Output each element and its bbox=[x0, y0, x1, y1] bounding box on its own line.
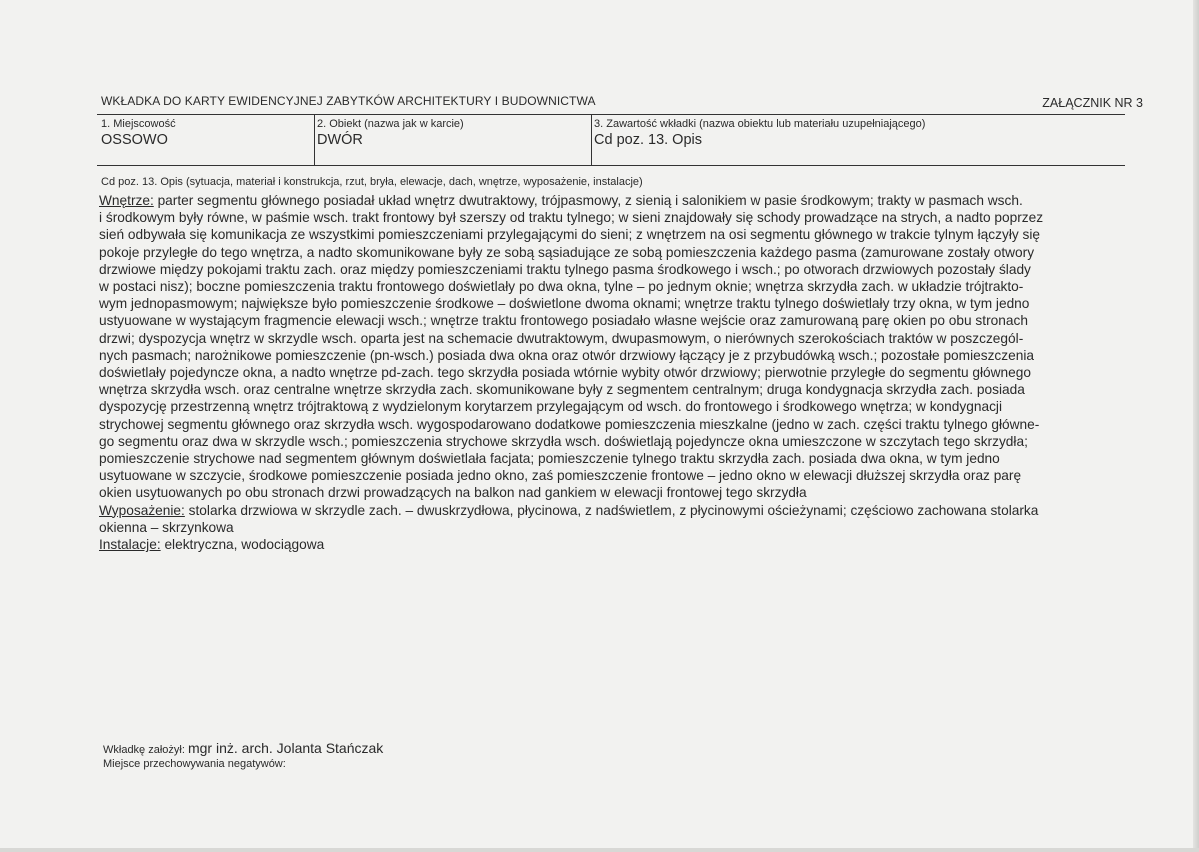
object-value: DWÓR bbox=[317, 132, 363, 148]
prepared-by bbox=[103, 740, 383, 756]
description-line-text: parter segmentu głównego posiadał układ wnętrz dwutraktowy, trójpasmowy, z sienią i salonikiem w pasie środkowym; trakty w pasmach wsch. bbox=[153, 193, 1023, 208]
negatives-location-label: Miejsce przechowywania negatywów: bbox=[103, 758, 286, 770]
description-line: strychowej segmentu głównego oraz skrzydła wsch. wygospodarowano dodatkowe pomieszczenia mieszkalne (jedno w zach. części traktu tylnego główne- bbox=[99, 416, 1040, 432]
equipment-heading: Wyposażenie: bbox=[99, 502, 185, 518]
table-divider-1 bbox=[314, 115, 315, 165]
description-line: nych pasmach; narożnikowe pomieszczenie (pn-wsch.) posiada dwa okna oraz otwór drzwiowy łączący je z przybudówką wsch.; pozostałe pomieszczenia bbox=[99, 347, 1034, 363]
equipment-line bbox=[99, 502, 1119, 519]
installations-text: elektryczna, wodociągowa bbox=[160, 537, 325, 553]
scan-edge-bottom bbox=[0, 848, 1199, 852]
description-line: ustyuowane w wystającym fragmencie elewacji wsch.; wnętrze traktu frontowego posiadało własne wejście oraz zamurowaną parę okien po obu stronach bbox=[99, 313, 1028, 329]
description-line: i środkowym były równe, w paśmie wsch. trakt frontowy był szerszy od traktu tylnego; w sieni znajdowały się schody prowadzące na strych, a nadto poprzez bbox=[99, 210, 1044, 226]
description-line: dyspozycję przestrzenną wnętrz trójtraktową z wydzielonym korytarzem przylegającym od wsch. do frontowego i środkowego wnętrza; w kondygnacji bbox=[99, 399, 1003, 415]
description-line: w postaci nisz); boczne pomieszczenia traktu frontowego doświetlały po dwa okna, tylne – po jednym oknie; wnętrza skrzydła zach. w układzie trójtrakto- bbox=[99, 279, 1024, 295]
description-body bbox=[99, 192, 1119, 553]
table-top-rule bbox=[97, 114, 1125, 115]
prepared-by-name: mgr inż. arch. Jolanta Stańczak bbox=[187, 740, 384, 756]
annex-number: ZAŁĄCZNIK NR 3 bbox=[1042, 96, 1143, 110]
description-line: go segmentu oraz dwa w skrzydle wsch.; pomieszczenia strychowe skrzydła wsch. doświetlają pojedyncze okna umieszczone w szczytach tego skrzydła; bbox=[99, 433, 1028, 449]
description-line: drzwiowe między pokojami traktu zach. oraz między pomieszczeniami traktu tylnego pasma środkowego i wsch.; po otworach drzwiowych pozostały ślady bbox=[99, 261, 1031, 277]
section-caption: Cd poz. 13. Opis (sytuacja, materiał i konstrukcja, rzut, bryła, elewacje, dach, wnętrze, wyposażenie, instalacje) bbox=[101, 176, 643, 188]
description-line: pomieszczenie strychowe nad segmentem głównym doświetlała facjata; pomieszczenie tylnego traktu skrzydła zach. posiada dwa okna, w tym jedno bbox=[99, 451, 1000, 467]
content-label: 3. Zawartość wkładki (nazwa obiektu lub materiału uzupełniającego) bbox=[594, 118, 926, 130]
table-bottom-rule bbox=[97, 165, 1125, 166]
description-line: wnętrza skrzydła wsch. oraz centralne wnętrze skrzydła zach. skomunikowane były z segmentem centralnym; druga kondygnacja skrzydła zach. posiada bbox=[99, 382, 1025, 398]
object-label: 2. Obiekt (nazwa jak w karcie) bbox=[317, 118, 464, 130]
description-line bbox=[99, 192, 1119, 209]
description-line: usytuowane w szczycie, środkowe pomieszczenie posiada jedno okno, zaś pomieszczenie frontowe – jedno okno w elewacji dłuższej skrzydła oraz parę bbox=[99, 468, 1022, 484]
installations-heading: Instalacje: bbox=[99, 537, 161, 553]
table-divider-2 bbox=[591, 115, 592, 165]
description-line: okien usytuowanych po obu stronach drzwi prowadzących na balkon nad gankiem w elewacji frontowej tego skrzydła bbox=[99, 485, 807, 501]
description-line: sień odbywała się komunikacja ze wszystkimi pomieszczeniami przylegającymi do sieni; z wnętrzem na osi segmentu głównego w trakcie tylnym łączyły się bbox=[99, 227, 1041, 243]
installations-line bbox=[99, 536, 1119, 553]
description-line: pokoje przyległe do tego wnętrza, a nadto skomunikowane były ze sobą sąsiadujące ze sobą pomieszczenia każdego pasma (zamurowane zostały otwory bbox=[99, 244, 1035, 260]
equipment-line: okienna – skrzynkowa bbox=[99, 519, 234, 535]
description-line: doświetlały pojedyncze okna, a nadto wnętrze pd-zach. tego skrzydła posiada wtórnie wybity otwór drzwiowy; pierwotnie przyległe do segmentu głównego bbox=[99, 365, 1032, 381]
locality-value: OSSOWO bbox=[101, 132, 168, 148]
scan-edge-right bbox=[1193, 0, 1199, 852]
equipment-line-text: stolarka drzwiowa w skrzydle zach. – dwuskrzydłowa, płycinowa, z nadświetlem, z płycinowymi ościeżynami; częściowo zachowana stolarka bbox=[184, 502, 1039, 518]
content-value: Cd poz. 13. Opis bbox=[594, 132, 702, 148]
prepared-by-label: Wkładkę założył: bbox=[103, 744, 188, 756]
description-line: wym jednopasmowym; największe było pomieszczenie środkowe – doświetlone dwoma oknami; wnętrze traktu tylnego doświetlały trzy okna, w tym jedno bbox=[99, 296, 1030, 312]
interiors-heading: Wnętrze: bbox=[99, 193, 154, 208]
description-line: drzwi; dyspozycja wnętrz w skrzydle wsch. oparta jest na schemacie dwutraktowym, dwupasmowym, o nierównych szerokościach traktów w poszczegól- bbox=[99, 330, 1024, 346]
locality-label: 1. Miejscowość bbox=[101, 118, 176, 130]
document-title: WKŁADKA DO KARTY EWIDENCYJNEJ ZABYTKÓW ARCHITEKTURY I BUDOWNICTWA bbox=[101, 94, 596, 108]
